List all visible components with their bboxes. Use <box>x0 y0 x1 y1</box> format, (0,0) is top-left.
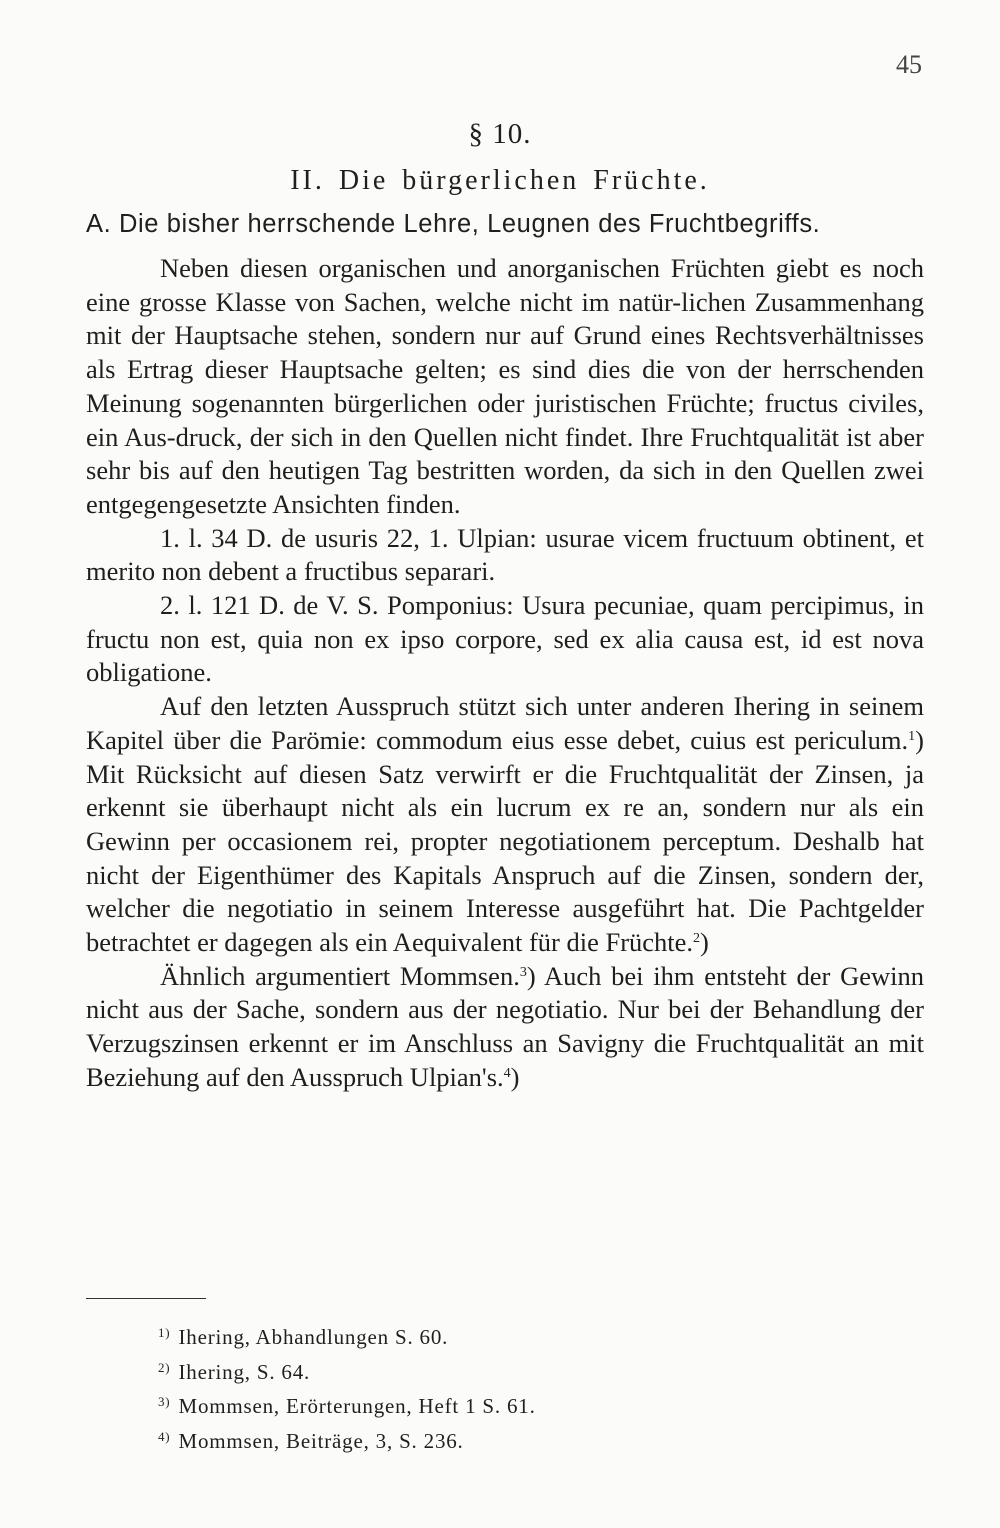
footnote-ref-1: 1 <box>908 728 916 744</box>
paragraph-5-text-c: ) <box>510 1061 520 1092</box>
footnote <box>158 1353 858 1388</box>
footnote-ref-2: 2 <box>693 931 701 947</box>
citation-2: 2. l. 121 D. de V. S. Pomponius: Usura pecuniae, quam percipimus, in fructu non est, quia non ex ipso corpore, sed ex alia causa est, id est nova obligatione. <box>86 590 924 688</box>
section-title: II. Die bürgerlichen Früchte. <box>290 165 710 196</box>
footnote-text: Mommsen, Erörterungen, Heft 1 S. 61. <box>178 1394 536 1418</box>
paragraph-1: Neben diesen organischen und anorganischen Früchten giebt es noch eine grosse Klasse von Sachen, welche nicht im natür-lichen Zusammenhang mit der Hauptsache stehen, sondern nur auf Grund eines Rechtsverhältnisses als Ertrag dieser Hauptsache gelten; es sind dies die von der herrschenden Meinung sogenannten bürgerlichen oder juristischen Früchte; fructus civiles, ein Aus-druck, der sich in den Quellen nicht findet. Ihre Fruchtqualität ist aber sehr bis auf den heutigen Tag bestritten worden, da sich in den Quellen zwei entgegengesetzte Ansichten finden. <box>86 253 924 519</box>
paragraph-5-text-b: ) Auch bei ihm entsteht der Gewinn nicht aus der Sache, sondern aus der negotiatio. Nur bei der Behandlung der Verzugszinsen erkennt er im Anschluss an Savigny die Fruchtqualität an mit Beziehung auf den Ausspruch Ulpian's. <box>86 960 924 1092</box>
footnotes <box>158 1318 858 1456</box>
footnote <box>158 1318 858 1353</box>
footnote-mark: 3) <box>158 1394 171 1409</box>
paragraph-4 <box>86 690 924 960</box>
citation-1: 1. l. 34 D. de usuris 22, 1. Ulpian: usurae vicem fructuum obtinent, et merito non debent a fructibus separari. <box>86 522 924 587</box>
paragraph-5-text-a: Ähnlich argumentiert Mommsen. <box>160 960 520 991</box>
section-number: § 10. <box>468 118 532 150</box>
footnote-mark: 2) <box>158 1359 171 1375</box>
paragraph-4-text-a: Auf den letzten Ausspruch stützt sich unter anderen Ihering in seinem Kapitel über die Parömie: commodum eius esse debet, cuius est periculum. <box>86 691 924 755</box>
body-text <box>86 252 924 1095</box>
footnote-mark: 4) <box>158 1428 171 1444</box>
paragraph-5 <box>86 960 924 1095</box>
footnote-text: Mommsen, Beiträge, 3, S. 236. <box>178 1428 464 1453</box>
footnote-ref-3: 3 <box>519 964 527 980</box>
page-number: 45 <box>896 50 922 79</box>
section-subtitle: A. Die bisher herrschende Lehre, Leugnen des Fruchtbegriffs. <box>86 210 821 238</box>
paragraph-4-text-c: ) <box>700 927 709 958</box>
footnote-text: Ihering, Abhandlungen S. 60. <box>178 1325 449 1349</box>
footnote-rule <box>86 1298 206 1299</box>
footnote-text: Ihering, S. 64. <box>178 1359 311 1384</box>
footnote <box>158 1387 858 1422</box>
footnote-ref-4: 4 <box>503 1065 511 1081</box>
footnote-mark: 1) <box>158 1325 171 1340</box>
paragraph-4-text-b: ) Mit Rücksicht auf diesen Satz verwirft er die Fruchtqualität der Zinsen, ja erkennt sie überhaupt nicht als ein lucrum ex re an, sondern nur als ein Gewinn per occasionem rei, propter negotiationem perceptum. Deshalb hat nicht der Eigenthümer des Kapitals Anspruch auf die Zinsen, sondern der, welcher die negotiatio in seinem Interesse ausgeführt hat. Die Pachtgelder betrachtet er dagegen als ein Aequivalent für die Früchte. <box>86 724 924 958</box>
footnote <box>158 1422 858 1457</box>
